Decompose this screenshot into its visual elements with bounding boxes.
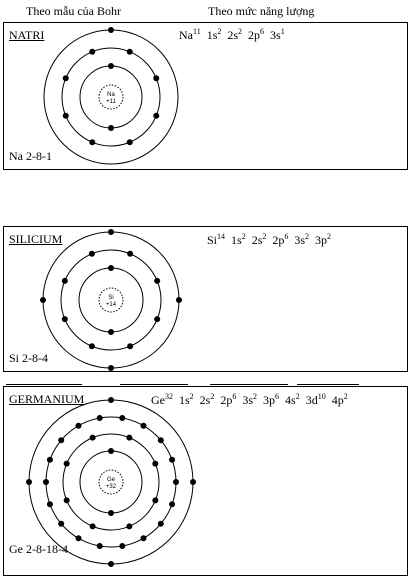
electron — [89, 49, 95, 55]
orbital-label: 1s — [231, 233, 242, 247]
electron — [127, 49, 133, 55]
atomic-number: 32 — [165, 392, 173, 401]
atomic-number: 14 — [217, 232, 226, 241]
electron — [141, 535, 147, 541]
element-symbol: Na — [179, 28, 193, 42]
shell-distribution: Si 2-8-4 — [9, 351, 48, 365]
electron — [152, 461, 158, 467]
orbital-electron-count: 2 — [343, 392, 348, 401]
electron — [108, 448, 114, 454]
orbital-electron-count: 6 — [232, 392, 237, 401]
electron — [176, 297, 182, 303]
electron — [76, 423, 82, 429]
orbital-label: 2s — [199, 393, 211, 407]
electron — [64, 497, 70, 503]
orbital-electron-count: 2 — [238, 27, 243, 36]
orbital-label: 4s — [285, 393, 296, 407]
electron — [26, 479, 32, 485]
orbital-label: 1s — [179, 393, 190, 407]
electron — [47, 457, 53, 463]
orbital-electron-count: 1 — [280, 27, 285, 36]
orbital-label: 2p — [272, 233, 285, 247]
orbital-label: 3d — [305, 393, 318, 407]
orbital-electron-count: 2 — [210, 392, 215, 401]
electron — [158, 437, 164, 443]
nucleus-symbol: Si — [108, 295, 114, 301]
energy-level-header: Theo mức năng lượng — [208, 4, 315, 18]
nucleus-charge: +11 — [106, 99, 116, 105]
element-title: NATRI — [9, 28, 45, 42]
electron — [108, 365, 114, 371]
orbital-electron-count: 2 — [189, 392, 194, 401]
orbital-label: 3s — [242, 393, 254, 407]
orbital-electron-count: 6 — [275, 392, 280, 401]
orbital-label: 2p — [220, 393, 233, 407]
electron — [127, 139, 133, 145]
electron — [173, 479, 179, 485]
orbital-electron-count: 2 — [241, 232, 246, 241]
orbital-label: 4p — [331, 393, 344, 407]
orbital-electron-count: 10 — [317, 392, 326, 401]
electron — [169, 457, 175, 463]
electron — [58, 437, 64, 443]
orbital-label: 2s — [251, 233, 263, 247]
divider-line — [120, 384, 188, 385]
electron — [97, 415, 103, 421]
orbital-electron-count: 2 — [327, 232, 332, 241]
electron — [90, 523, 96, 529]
electron — [141, 423, 147, 429]
electron — [108, 27, 114, 33]
sodium-panel — [3, 22, 408, 170]
electron — [89, 139, 95, 145]
orbital-label: 1s — [206, 28, 218, 42]
electron — [97, 543, 103, 549]
electron — [108, 561, 114, 567]
divider-line — [297, 384, 359, 385]
electron — [76, 535, 82, 541]
electron — [154, 278, 160, 284]
element-symbol: Si — [207, 233, 218, 247]
orbital-electron-count: 2 — [305, 232, 310, 241]
nucleus-charge: +14 — [105, 302, 117, 308]
divider-line — [210, 384, 288, 385]
orbital-label: 3s — [270, 28, 281, 42]
electron — [126, 523, 132, 529]
electron — [127, 251, 133, 257]
electron — [63, 113, 69, 119]
electron — [169, 501, 175, 507]
element-title: GERMANIUM — [9, 392, 85, 406]
orbital-label: 2s — [227, 28, 239, 42]
orbital-label: 3s — [294, 233, 306, 247]
electron — [152, 497, 158, 503]
electron — [47, 501, 53, 507]
orbital-electron-count: 2 — [262, 232, 267, 241]
electron — [108, 229, 114, 235]
nucleus-symbol: Na — [107, 92, 115, 98]
nucleus-charge: +32 — [105, 484, 117, 490]
electron — [108, 329, 114, 335]
electron — [43, 479, 49, 485]
electron — [153, 113, 159, 119]
shell-distribution: Na 2-8-1 — [9, 149, 52, 163]
electron — [126, 435, 132, 441]
orbital-label: 2p — [248, 28, 261, 42]
bohr-model-header: Theo mẫu của Bohr — [26, 4, 121, 18]
orbital-electron-count: 2 — [253, 392, 258, 401]
nucleus-symbol: Ge — [106, 477, 116, 483]
orbital-electron-count: 2 — [295, 392, 300, 401]
germanium-panel — [3, 386, 408, 576]
electron — [108, 125, 114, 131]
electron — [119, 415, 125, 421]
electron — [108, 63, 114, 69]
orbital-label: 3p — [263, 393, 276, 407]
electron — [63, 75, 69, 81]
electron — [190, 479, 196, 485]
element-title: SILICIUM — [9, 232, 63, 246]
element-symbol: Ge — [151, 393, 165, 407]
electron — [89, 251, 95, 257]
electron — [89, 343, 95, 349]
electron — [58, 521, 64, 527]
electron — [40, 297, 46, 303]
electron — [90, 435, 96, 441]
orbital-electron-count: 6 — [284, 232, 289, 241]
bohr-diagram-silicon — [4, 227, 409, 373]
bohr-diagram-sodium — [4, 23, 409, 171]
electron — [62, 278, 68, 284]
silicon-panel — [3, 226, 408, 372]
divider-line — [6, 384, 82, 385]
electron — [153, 75, 159, 81]
electron — [62, 316, 68, 322]
electron — [119, 543, 125, 549]
orbital-electron-count: 6 — [260, 27, 265, 36]
electron — [154, 316, 160, 322]
atomic-number: 11 — [193, 27, 201, 36]
electron — [127, 343, 133, 349]
electron — [158, 521, 164, 527]
electron — [108, 397, 114, 403]
orbital-label: 3p — [315, 233, 328, 247]
shell-distribution: Ge 2-8-18-4 — [9, 542, 68, 556]
electron — [64, 461, 70, 467]
orbital-electron-count: 2 — [217, 27, 222, 36]
electron — [108, 265, 114, 271]
electron — [108, 510, 114, 516]
